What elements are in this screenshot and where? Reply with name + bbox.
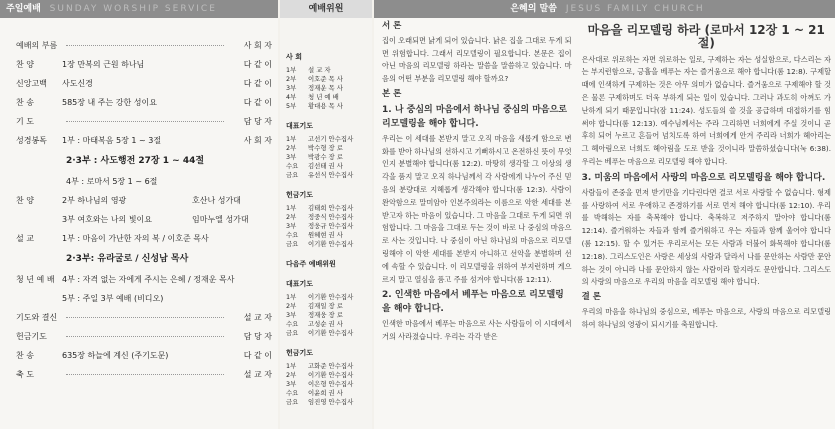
row-person: 담 당 자: [243, 332, 272, 341]
reading-text: 4부 : 로마서 5장 1 ~ 6절: [66, 177, 158, 186]
row-text: 1장 만복의 근원 하나님: [62, 60, 145, 69]
staff-service: 금요: [286, 329, 299, 337]
staff-service: 수요: [286, 389, 299, 397]
staff-service: 2부: [286, 371, 297, 379]
staff-line: [286, 162, 368, 171]
staff-name: 정재운 목 사: [308, 84, 343, 92]
staff-service: 1부: [286, 204, 297, 212]
choir-song: 2부 하나님의 영광: [62, 196, 127, 205]
sermon-title: 마음을 리모델링 하라 (로마서 12장 1 ~ 21절): [587, 23, 825, 50]
youth-text: 4부 : 자격 없는 자에게 주시는 은혜 / 정재운 목사: [62, 275, 235, 284]
staff-name: 고성순 권 사: [308, 320, 343, 328]
staff-line: [286, 75, 368, 84]
sermon-subheading: 2·3부: 유라굴로 / 신성남 목사: [66, 254, 189, 264]
row-label: 찬 송: [16, 98, 34, 107]
staff-line: [286, 84, 368, 93]
youth-row-2: [16, 289, 272, 308]
staff-line: [286, 213, 368, 222]
choir-label: 찬 양: [16, 196, 34, 205]
worship-header-english: SUNDAY WORSHIP SERVICE: [49, 4, 217, 14]
staff-line: [286, 93, 368, 102]
worship-order-panel: [0, 0, 278, 429]
staff-name: 원혜현 권 사: [308, 231, 343, 239]
youth-row: [16, 270, 272, 289]
staff-line: [286, 231, 368, 240]
staff-name: 이은형 안수집사: [308, 380, 354, 388]
staff-name: 정중식 안수집사: [308, 213, 354, 221]
worship-row: [16, 36, 272, 55]
youth-text-2: 5부 : 주일 3부 예배 (비디오): [62, 294, 164, 303]
staff-service: 금요: [286, 171, 299, 179]
staff-line: [286, 102, 368, 111]
worship-staff-panel: [280, 0, 372, 429]
sermon-panel: [374, 0, 835, 429]
staff-service: 2부: [286, 144, 297, 152]
sermon-paragraph: 우리의 마음을 하나님의 중심으로, 베푸는 마음으로, 사랑의 마음으로 리모델링하여 하나님의 영광이 되시기를 축원합니다.: [581, 306, 831, 329]
staff-line: [286, 66, 368, 75]
sermon-paragraph: 사람들이 존중을 먼저 받기만을 기다린다면 결코 서로 사랑할 수 없습니다. 형제를 사랑하여 서로 우애하고 존경하기를 서로 먼저 해야 합니다(롬 12:10). 우리를 박해하는 자를 축복해야 합니다. 축복하고 저주하지 말아야 합니다(롬 12:14). 즐거워하는 자들과 함께 즐거워하고 우는 자들과 함께 울어야 합니다(롬 12:15). 할 수 있거든 우리로서는 모든 사람과 더불어 화목해야 합니다(롬 12:18). 그리스도인은 사랑은 세상의 사람과 달라서 나를 문안하는 사람만 문안하는 것이 아니라 나를 문안하지 않는 사람이라 할지라도 문안합니다. 그리스도의 사랑의 마음으로 우리의 마음을 리모델링 해야 합니다.: [581, 187, 831, 287]
staff-name: 유선식 안수집사: [308, 171, 354, 179]
staff-line: [286, 371, 368, 380]
row-label: 기도와 결신: [16, 313, 58, 322]
staff-name: 김태희 안수집사: [308, 204, 354, 212]
row-label: 축 도: [16, 370, 34, 379]
staff-name: 이윤희 권 사: [308, 389, 343, 397]
row-label: 헌금기도: [16, 332, 47, 341]
staff-name: 박광수 장 로: [308, 153, 343, 161]
row-text: 1부 : 마태복음 5장 1 ~ 3절: [62, 136, 162, 145]
staff-service: 수요: [286, 320, 299, 328]
row-person: 다 같 이: [243, 98, 272, 107]
staff-line: [286, 222, 368, 231]
sermon-header-title: 은혜의 말씀: [510, 4, 557, 14]
staff-service: 4부: [286, 93, 297, 101]
staff-service: 금요: [286, 240, 299, 248]
worship-row: [16, 131, 272, 150]
staff-header: 예배위원: [280, 0, 372, 18]
dotted-leader: [66, 45, 224, 46]
worship-header: [0, 0, 278, 18]
choir-name: 임마누엘 성가대: [192, 215, 249, 224]
staff-line: [286, 380, 368, 389]
staff-name: 이기환 안수집사: [308, 293, 354, 301]
sermon-paragraph: 은사대로 위로하는 자면 위로하는 일로, 구제하는 자는 성실함으로, 다스리는 자는 부지런함으로, 긍휼을 베푸는 자는 즐거움으로 해야 합니다(롬 12:8). 구제할 때에 인색하게 구제하는 것은 아무 의미가 없습니다. 즐거움으로 구제해야 할 것은 물론 구제하며도 더욱 부하게 되는 일이 있습니다. 그러나 과도히 아껴도 가난하게 되기 때문입니다(잠 11:24). 성도들의 쓸 것을 공급하며 대접하기를 힘써야 합니다(롬 12:13). 예수님께서는 주라 그리하면 너희에게 주실 것이니 곧 후히 되어 누르고 흔들어 넘치도록 하여 너희에게 안겨 주리라 너희가 헤아리는 그 헤아림으로 너희도 헤아림을 도로 받을 것이니라 말씀하셨습니다(눅 6:38). 우리는 베푸는 마음으로 리모델링 해야 합니다.: [581, 54, 831, 166]
staff-service: 1부: [286, 135, 297, 143]
staff-line: [286, 153, 368, 162]
dotted-leader: [66, 317, 224, 318]
staff-name: 고화준 안수집사: [308, 362, 354, 370]
row-person: 설 교 자: [243, 313, 272, 322]
row-text: 635장 하늘에 계신 (주기도문): [62, 351, 169, 360]
staff-list: [280, 18, 372, 407]
staff-line: [286, 240, 368, 249]
row-person: 다 같 이: [243, 351, 272, 360]
staff-name: 김재일 장 로: [308, 302, 343, 310]
worship-row: [16, 55, 272, 74]
staff-service: 금요: [286, 398, 299, 406]
choir-name: 호산나 성가대: [192, 196, 241, 205]
row-person: 사 회 자: [243, 41, 272, 50]
staff-name: 이기환 안수집사: [308, 240, 354, 248]
sermon-heading: 결 론: [581, 292, 601, 303]
sermon-right-column: [582, 18, 831, 346]
staff-name: 청 년 예 배: [308, 93, 339, 101]
staff-line: [286, 204, 368, 213]
row-text: 사도신경: [62, 79, 93, 88]
row-label: 예배의 부름: [16, 41, 58, 50]
choir-song: 3부 여호와는 나의 빛이요: [62, 215, 152, 224]
staff-service: 1부: [286, 293, 297, 301]
staff-line: [286, 362, 368, 371]
sermon-paragraph: 집이 오래되면 낡게 되어 있습니다. 낡은 집을 그대로 두게 되면 위험합니다. 그래서 리모델링이 필요합니다. 본문은 집이 아닌 마음의 리모델링 하라는 말씀을 말씀하고 있습니다. 마음의 어떤 부분을 리모델링 해야 할까요?: [382, 35, 572, 84]
staff-name: 고선기 안수집사: [308, 135, 354, 143]
staff-name: 김선태 권 사: [308, 162, 343, 170]
staff-name: 정웅규 안수집사: [308, 222, 354, 230]
staff-service: 5부: [286, 102, 297, 110]
row-text: 585장 내 주는 강한 성이요: [62, 98, 157, 107]
staff-name: 정재웅 장 로: [308, 311, 343, 319]
staff-section-title: 사 회: [286, 53, 302, 61]
staff-section-title: 다음주 예배위원: [286, 260, 336, 268]
sermon-header-english: JESUS FAMILY CHURCH: [565, 4, 705, 14]
staff-name: 이호준 목 사: [308, 75, 343, 83]
row-label: 신앙고백: [16, 79, 47, 88]
staff-line: [286, 329, 368, 338]
staff-name: 황대용 목 사: [308, 102, 343, 110]
staff-section-title: 헌금기도: [286, 349, 314, 357]
staff-section-title: 헌금기도: [286, 191, 314, 199]
sermon-row: [16, 229, 272, 248]
worship-row: [16, 346, 272, 365]
worship-row: [16, 327, 272, 346]
staff-section-title: 대표기도: [286, 122, 314, 130]
worship-row: [16, 365, 272, 384]
row-person: 담 당 자: [243, 117, 272, 126]
sermon-point: 1. 나 중심의 마음에서 하나님 중심의 마음으로 리모델링을 해야 합니다.: [382, 104, 567, 129]
staff-name: 이기환 안수집사: [308, 329, 354, 337]
row-person: 다 같 이: [243, 79, 272, 88]
staff-line: [286, 398, 368, 407]
staff-service: 3부: [286, 380, 297, 388]
staff-line: [286, 135, 368, 144]
sermon-header: [374, 0, 835, 18]
staff-line: [286, 144, 368, 153]
staff-name: 임진영 안수집사: [308, 398, 354, 406]
dotted-leader: [66, 374, 224, 375]
staff-line: [286, 293, 368, 302]
reading-row: [16, 172, 272, 191]
staff-service: 2부: [286, 302, 297, 310]
youth-label: 청 년 예 배: [16, 275, 55, 284]
staff-section-title: 대표기도: [286, 280, 314, 288]
staff-service: 수요: [286, 162, 299, 170]
worship-row: [16, 74, 272, 93]
staff-service: 1부: [286, 362, 297, 370]
staff-service: 3부: [286, 311, 297, 319]
row-label: 찬 양: [16, 60, 34, 69]
row-person: 다 같 이: [243, 60, 272, 69]
choir-row: [16, 210, 272, 229]
staff-name: 설 교 자: [308, 66, 331, 74]
row-person: 사 회 자: [243, 136, 272, 145]
staff-service: 3부: [286, 84, 297, 92]
staff-service: 2부: [286, 213, 297, 221]
staff-name: 박수형 장 로: [308, 144, 343, 152]
row-label: 기 도: [16, 117, 34, 126]
staff-name: 이기환 안수집사: [308, 371, 354, 379]
scripture-subheading: 2·3부 : 사도행전 27장 1 ~ 44절: [66, 156, 205, 166]
staff-line: [286, 311, 368, 320]
row-label: 성경봉독: [16, 136, 47, 145]
worship-header-title: 주일예배: [6, 4, 41, 14]
staff-line: [286, 171, 368, 180]
worship-row: [16, 308, 272, 327]
staff-service: 1부: [286, 66, 297, 74]
sermon-heading: 서 론: [382, 21, 402, 31]
sermon-paragraph: 우리는 이 세대를 본받지 말고 오직 마음을 새롭게 함으로 변화를 받아 하나님의 선하시고 기뻐하시고 온전하신 뜻이 무엇인지 분별해야 합니다(롬 12:2). 마땅히 생각할 그 이상의 생각을 품지 말고 오직 하나님께서 각 사람에게 나누어 주신 믿음의 분량대로 지혜롭게 생각해야 합니다(롬 12:3). 사람이 완악함으로 말미암아 인본주의라는 이름으로 악한 세대를 본받고자 하는 마음이 있습니다. 그 마음을 그대로 두게 되면 위험합니다. 그 마음을 그대로 두는 것이 바로 나 중심의 마음으로 사는 것입니다. 나 중심이 아닌 하나님의 마음으로 리모델링해야 이 악한 세대를 본받지 아니하고 선악을 분별하며 선에 속할 수 있습니다. 이 리모델링을 위하여 부지런하며 게으르지 말고 열심을 품고 주를 섬겨야 합니다(롬 12:11).: [382, 133, 572, 284]
sermon-left-column: [382, 18, 572, 346]
dotted-leader: [66, 121, 224, 122]
row-person: 설 교 자: [243, 370, 272, 379]
staff-line: [286, 389, 368, 398]
staff-line: [286, 320, 368, 329]
sermon-point: 3. 미움의 마음에서 사랑의 마음으로 리모델링을 해야 합니다.: [581, 172, 826, 183]
sermon-point: 2. 인색한 마음에서 베푸는 마음으로 리모델링을 해야 합니다.: [382, 290, 564, 315]
sermon-text: 1부 : 마음이 가난한 자의 복 / 이호준 목사: [62, 234, 209, 243]
staff-service: 수요: [286, 231, 299, 239]
staff-service: 2부: [286, 75, 297, 83]
row-label: 찬 송: [16, 351, 34, 360]
sermon-label: 설 교: [16, 234, 34, 243]
choir-row: [16, 191, 272, 210]
worship-row: [16, 112, 272, 131]
sermon-paragraph: 인색한 마음에서 베푸는 마음으로 사는 사람들이 이 시대에서 거의 사라졌습니다. 우리는 각각 받은: [382, 319, 572, 342]
sermon-body: [374, 18, 835, 346]
staff-service: 3부: [286, 222, 297, 230]
staff-line: [286, 302, 368, 311]
staff-service: 3부: [286, 153, 297, 161]
sermon-heading: 본 론: [382, 88, 402, 99]
worship-order-list: [0, 18, 278, 384]
worship-row: [16, 93, 272, 112]
dotted-leader: [66, 336, 224, 337]
